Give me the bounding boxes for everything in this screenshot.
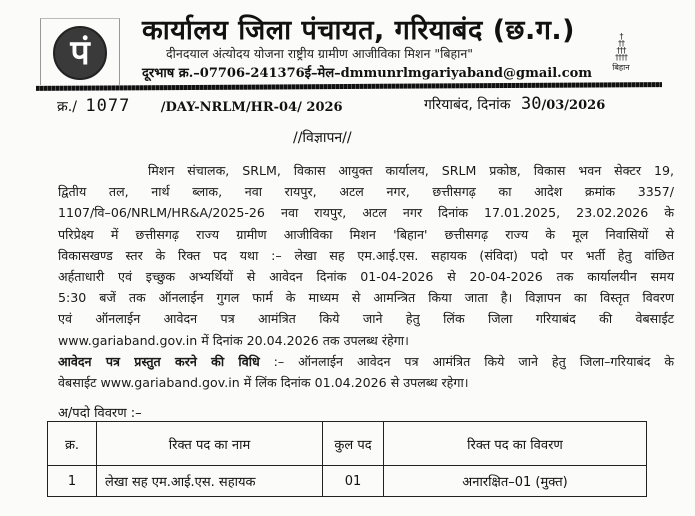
bihan-logo: [604, 33, 638, 73]
table-row: [48, 466, 647, 497]
cell-sno: 1: [48, 466, 97, 497]
panchayat-logo: [40, 18, 120, 85]
header-divider: [36, 82, 662, 91]
bihan-logo-label: बिहान: [612, 63, 630, 72]
contact-info: दूरभाष क्र.–07706-241376ई–मेल–dmmunrlmgariyaband@gmail.com: [142, 66, 593, 81]
reference-prefix: क्र./: [57, 99, 77, 115]
advertisement-body: [58, 160, 674, 393]
body-line: विकासखण्ड स्तर के रिक्त पद यथा :– लेखा सह एम.आई.एस. सहायक (संविदा) पदो पर भर्ती हेतु वांछित: [58, 247, 674, 263]
panchayat-logo-icon: पं: [53, 26, 107, 80]
cut-off-text-fragment: [80, 506, 380, 516]
cell-details: अनारक्षित–01 (मुक्त): [384, 466, 647, 497]
posts-table: [47, 421, 647, 497]
body-line: मिशन संचालक, SRLM, विकास आयुक्त कार्यालय, SRLM प्रकोष्ठ, विकास भवन सेक्टर 19,: [148, 163, 674, 178]
body-line: अर्हताधारी एवं इच्छुक अभ्यर्थियों से आवेदन दिनांक 01-04-2026 से 20-04-2026 तक कार्यालयीन समय: [58, 269, 674, 285]
body-line: द्वितीय तल, नार्थ ब्लाक, नवा रायपुर, अटल नगर, छत्तीसगढ़ का आदेश क्रमांक 3357/: [58, 184, 674, 200]
date-month-year: /03/2026: [541, 98, 606, 113]
application-method-line: [58, 351, 674, 372]
reference-code: /DAY-NRLM/HR-04/ 2026: [160, 100, 343, 115]
advertisement-heading: //विज्ञापन//: [293, 130, 352, 146]
body-line: 5:30 बजें तक ऑनलाईन गुगल फार्म के माध्यम से आमन्त्रित किया जाता है। विज्ञापन का विस्तृत विवरण: [58, 290, 674, 306]
people-pyramid-icon: † †† ††† ††††: [615, 32, 627, 62]
reference-number: [57, 96, 343, 116]
mission-subtitle: दीनदयाल अंत्योदय योजना राष्ट्रीय ग्रामीण आजीविका मिशन "बिहान": [166, 46, 474, 61]
cell-post-name: लेखा सह एम.आई.एस. सहायक: [97, 466, 323, 497]
application-method-text: :– ऑनलाईन आवेदन पत्र आमंत्रित किये जाने हेतु जिला–गरियाबंद के: [273, 353, 674, 369]
column-header-details: रिक्त पद का विवरण: [384, 422, 647, 466]
body-line: एवं ऑनलाईन आवेदन पत्र आमंत्रित किये जाने हेतु लिंक जिला गरियाबंद की वेबसाईट: [58, 311, 674, 327]
place-date: [424, 94, 605, 114]
date-day: 30: [520, 94, 542, 114]
body-line: www.gariaband.gov.in में दिनांक 20.04.2026 तक उपलब्ध रंहेगा।: [58, 332, 409, 348]
application-method-label: आवेदन पत्र प्रस्तुत करने की विधि: [58, 353, 260, 369]
office-title: कार्यालय जिला पंचायत, गरियाबंद (छ.ग.): [142, 15, 576, 46]
table-header-row: [48, 422, 647, 466]
body-line: 1107/वि–06/NRLM/HR&A/2025-26 नवा रायपुर, अटल नगर दिनांक 17.01.2025, 23.02.2026 के: [58, 205, 674, 221]
application-method-line-2: वेबसाईट www.gariaband.gov.in में लिंक दिनांक 01.04.2026 से उपलब्ध रहेगा।: [58, 375, 469, 391]
column-header-total: कुल पद: [323, 422, 384, 466]
reference-handwritten-number: 1077: [85, 96, 131, 116]
place-date-label: गरियाबंद, दिनांक: [424, 97, 511, 113]
cell-total: 01: [323, 466, 384, 497]
column-header-sno: क्र.: [48, 422, 97, 466]
posts-section-label: अ/पदो विवरण :–: [58, 406, 142, 421]
column-header-post-name: रिक्त पद का नाम: [97, 422, 323, 466]
body-line: परिप्रेक्ष्य में छत्तीसगढ़ राज्य ग्रामीण आजीविका मिशन 'बिहान' छत्तीसगढ़ राज्य के मूल निवासियों से: [58, 226, 674, 242]
